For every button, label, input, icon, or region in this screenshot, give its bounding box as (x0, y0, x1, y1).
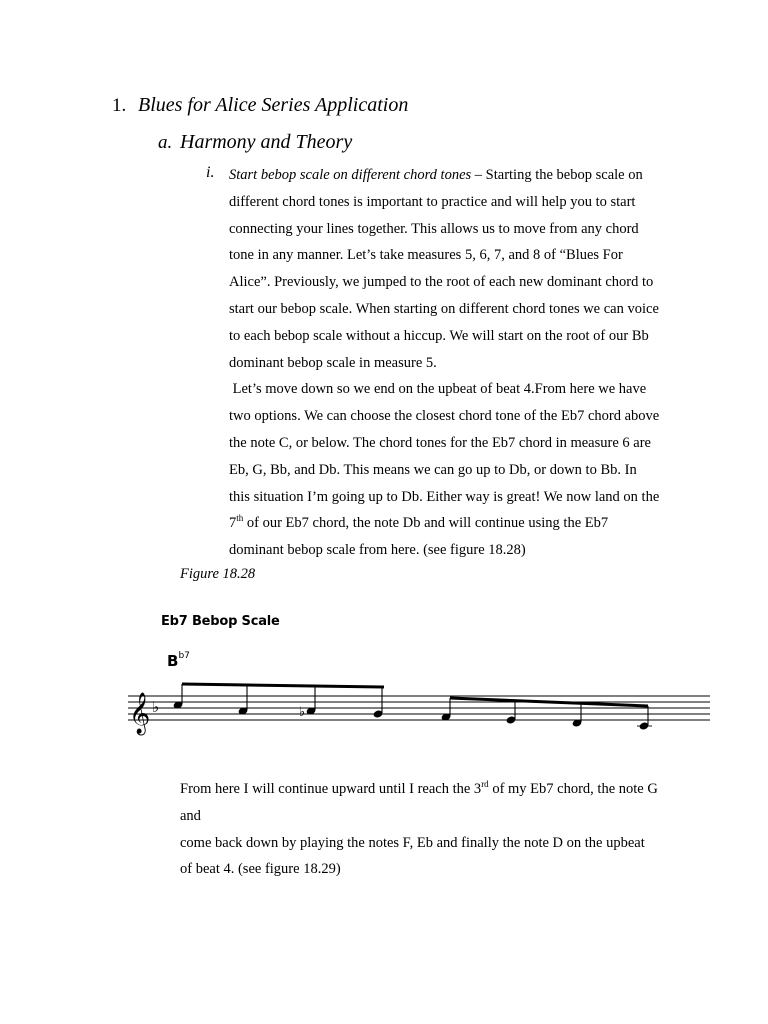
body-line: this situation I’m going up to Db. Either way is great! We now land on the (229, 488, 660, 505)
heading-1-text: Blues for Alice Series Application (138, 94, 409, 116)
body-line: two options. We can choose the closest chord tone of the Eb7 chord above (229, 408, 660, 425)
key-flat-icon: ♭ (152, 698, 160, 716)
body-line-text: of my Eb7 chord, the note G (488, 781, 658, 797)
heading-2 (158, 131, 352, 154)
body-line: Alice”. Previously, we jumped to the root of each new dominant chord to (229, 274, 654, 291)
body-line-text: Starting the bebop scale on (485, 167, 643, 183)
body-line: tone in any manner. Let’s take measures 5, 6, 7, and 8 of “Blues For (229, 247, 623, 264)
body-line: come back down by playing the notes F, Eb and finally the note D on the upbeat (180, 834, 645, 851)
figure-caption: Figure 18.28 (180, 566, 256, 582)
body-line: of beat 4. (see figure 18.29) (180, 861, 341, 878)
chord-symbol (167, 652, 190, 670)
after-paragraph (180, 776, 700, 883)
body-line: connecting your lines together. This allows us to move from any chord (229, 220, 639, 237)
flat-accidental-icon: ♭ (299, 705, 306, 720)
body-line: Eb, G, Bb, and Db. This means we can go up to Db, or down to Bb. In (229, 461, 637, 478)
heading-1-number: 1. (112, 95, 127, 116)
body-line: dominant bebop scale in measure 5. (229, 354, 437, 371)
treble-clef-icon: 𝄞 (129, 693, 151, 734)
music-title: Eb7 Bebop Scale (161, 614, 280, 629)
beam (182, 684, 384, 687)
heading-1 (112, 94, 408, 117)
body-line-text: of our Eb7 chord, the note Db and will continue using the Eb7 (243, 515, 609, 532)
body-line (229, 162, 699, 189)
item-number: i. (206, 164, 215, 181)
body-line (229, 510, 699, 537)
ordinal-number: 7 (229, 515, 237, 532)
body-line: to each bebop scale without a hiccup. We will start on the root of our Bb (229, 327, 649, 344)
item-title: Start bebop scale on different chord tones (229, 167, 472, 183)
body-line (180, 776, 700, 803)
body-line: the note C, or below. The chord tones for the Eb7 chord in measure 6 are (229, 434, 651, 451)
ordinal-suffix: th (236, 513, 244, 524)
body-line: different chord tones is important to practice and will help you to start (229, 193, 636, 210)
body-line: Let’s move down so we end on the upbeat of beat 4.From here we have (229, 381, 647, 398)
staff-lines (128, 696, 710, 720)
body-line: start our bebop scale. When starting on different chord tones we can voice (229, 300, 659, 317)
title-separator: – (471, 167, 486, 183)
body-line-text: From here I will continue upward until I reach the 3 (180, 781, 482, 797)
ordinal-suffix: rd (481, 779, 489, 790)
chord-letter: B (167, 652, 179, 670)
body-line: and (180, 807, 201, 824)
music-staff (126, 680, 712, 740)
heading-2-letter: a. (158, 132, 173, 153)
body-line: dominant bebop scale from here. (see figure 18.28) (229, 542, 526, 559)
item-body (229, 162, 699, 564)
heading-2-text: Harmony and Theory (180, 131, 353, 153)
chord-suffix: b7 (178, 651, 190, 661)
